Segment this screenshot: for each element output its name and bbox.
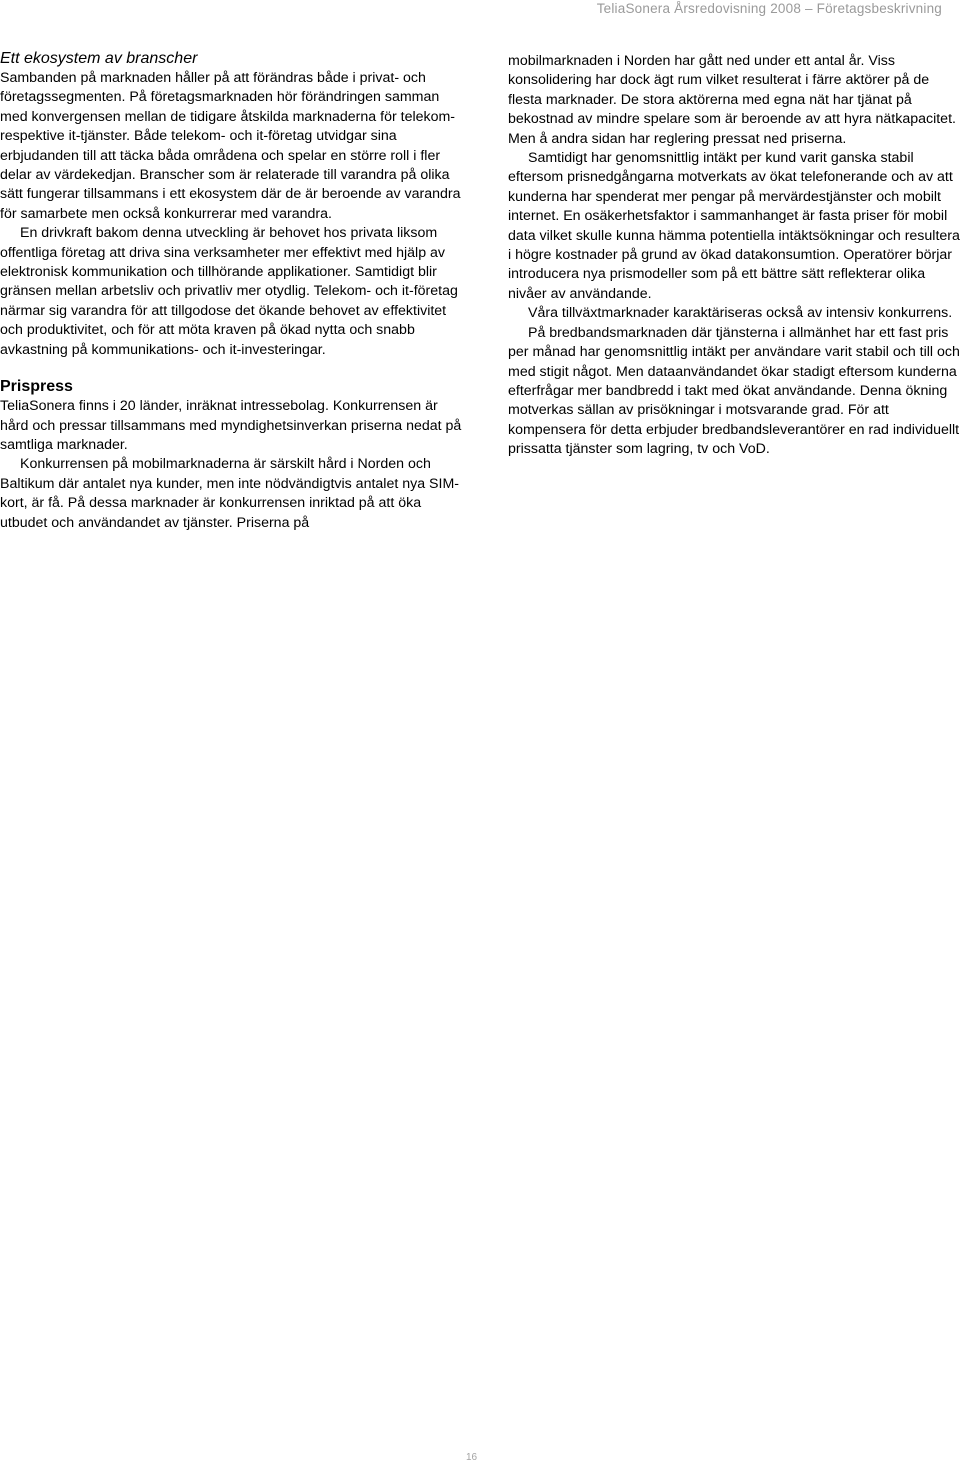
paragraph: Våra tillväxtmarknader karaktäriseras också av intensiv konkurrens. <box>528 305 953 322</box>
paragraph: En drivkraft bakom denna utveckling är behovet hos privata liksom offentliga företag att driva sina verksamheter mer effektivt med hjälp av elektronisk kommunikation och tillhörande applikationer. Samtidigt blir gränsen mellan arbetsliv och privatliv mer otydlig. Telekom- och it-företag närmar sig varandra för att tillgodose det ökande behovet av effektivitet och produktivitet, och för att möta kraven på ökad nytta och snabb avkastning på kommunikations- och it-investeringar. <box>0 225 458 358</box>
section-title-ecosystem: Ett ekosystem av branscher <box>0 50 198 67</box>
paragraph: TeliaSonera finns i 20 länder, inräknat intressebolag. Konkurrensen är hård och pressar tillsammans med myndighetsinverkan priserna nedat på samtliga marknader. <box>0 398 462 453</box>
right-column-text <box>508 52 960 460</box>
paragraph: Konkurrensen på mobilmarknaderna är särskilt hård i Norden och Baltikum där antalet nya kunder, men inte nödvändigtvis antalet nya SIM-kort, är få. På dessa marknader är konkurrensen inriktad på att öka utbudet och användandet av tjänster. Priserna på <box>0 456 459 531</box>
paragraph: Samtidigt har genomsnittlig intäkt per kund varit ganska stabil eftersom prisnedgångarna motverkats av ökat telefonerande och av att kunderna har spenderat mer pengar på mervärdestjänster och mobilt internet. En osäkerhetsfaktor i sammanhanget är fasta priser för mobil data vilket skulle kunna hämma potentiella intäktsökningar och resultera i högre kostnader på grund av ökad datakonsumtion. Operatörer börjar introducera nya prismodeller som på ett bättre sätt reflekterar olika nivåer av användande. <box>508 150 960 302</box>
page-number: 16 <box>465 1452 478 1463</box>
left-column <box>0 48 466 533</box>
paragraph: mobilmarknaden i Norden har gått ned under ett antal år. Viss konsolidering har dock ägt rum vilket resulterat i färre aktörer på de flesta marknader. De stora aktörerna med egna nät har tjänat på bekostnad av mindre spelare som är beroende av att hyra nätkapacitet. Men å andra sidan har reglering pressat ned priserna. <box>508 53 956 147</box>
right-column <box>508 48 960 460</box>
running-header: TeliaSonera Årsredovisning 2008 – Företagsbeskrivning <box>596 1 942 16</box>
section-title-pricing: Prispress <box>0 378 73 396</box>
paragraph: Sambanden på marknaden håller på att förändras både i privat- och företagssegmenten. På företagsmarknaden hör förändringen samman med konvergensen mellan de tidigare åtskilda marknaderna för telekom- respektive it-tjänster. Både telekom- och it-företag utvidgar sina erbjudanden till att täcka båda områdena och spelar en större roll i fler delar av värdekedjan. Branscher som är relaterade till varandra på olika sätt fungerar tillsammans i ett ekosystem där de är beroende av varandra för samarbete men också konkurrerar med varandra. <box>0 70 461 222</box>
paragraph: På bredbandsmarknaden där tjänsterna i allmänhet har ett fast pris per månad har genomsnittlig intäkt per användare varit stabil och till och med stigit något. Men dataanvändandet ökar stadigt eftersom kunderna efterfrågar mer bandbredd i takt med ökat användande. Denna ökning motverkas sällan av prisökningar i motsvarande grad. För att kompensera för detta erbjuder bredbandsleverantörer en rad individuellt prissatta tjänster som lagring, tv och VoD. <box>508 324 960 458</box>
